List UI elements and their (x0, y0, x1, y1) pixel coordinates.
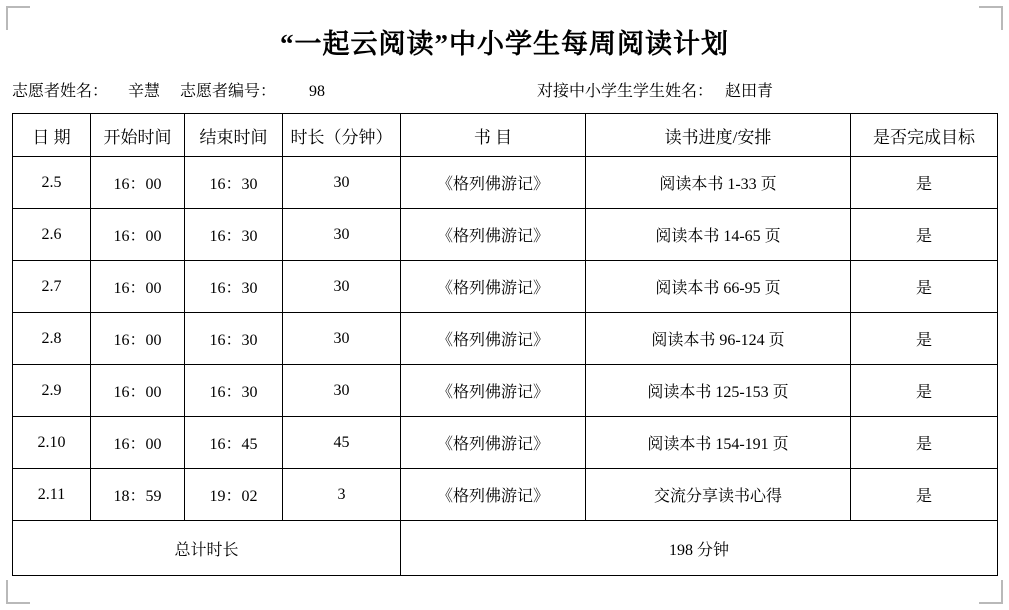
cell-date: 2.5 (13, 157, 91, 209)
cell-book: 《格列佛游记》 (401, 209, 586, 261)
cell-completed: 是 (851, 157, 998, 209)
cell-start: 16：00 (91, 365, 185, 417)
cell-start: 16：00 (91, 313, 185, 365)
cell-end: 16：45 (185, 417, 283, 469)
cell-progress: 交流分享读书心得 (586, 469, 851, 521)
cell-completed: 是 (851, 261, 998, 313)
table-row (13, 261, 998, 313)
cell-start: 16：00 (91, 157, 185, 209)
cell-book: 《格列佛游记》 (401, 365, 586, 417)
cell-book: 《格列佛游记》 (401, 469, 586, 521)
cell-end: 16：30 (185, 365, 283, 417)
cell-start: 16：00 (91, 209, 185, 261)
meta-row (12, 78, 997, 104)
header-start-time: 开始时间 (91, 114, 185, 157)
reading-plan-table (12, 113, 998, 576)
cell-start: 16：00 (91, 261, 185, 313)
cell-end: 16：30 (185, 313, 283, 365)
cell-progress: 阅读本书 96-124 页 (586, 313, 851, 365)
table-row (13, 469, 998, 521)
cell-start: 16：00 (91, 417, 185, 469)
volunteer-name-value: 辛慧 (128, 83, 161, 100)
meta-volunteer-group (12, 78, 358, 101)
cell-date: 2.7 (13, 261, 91, 313)
header-end-time: 结束时间 (185, 114, 283, 157)
page-title: “一起云阅读”中小学生每周阅读计划 (280, 29, 729, 59)
cell-progress: 阅读本书 1-33 页 (586, 157, 851, 209)
cell-progress: 阅读本书 14-65 页 (586, 209, 851, 261)
cell-progress: 阅读本书 154-191 页 (586, 417, 851, 469)
cell-date: 2.6 (13, 209, 91, 261)
total-duration-label: 总计时长 (13, 521, 401, 576)
cell-book: 《格列佛游记》 (401, 417, 586, 469)
cell-progress: 阅读本书 66-95 页 (586, 261, 851, 313)
cell-end: 16：30 (185, 157, 283, 209)
table-row (13, 313, 998, 365)
crop-mark-bottom-left (6, 580, 30, 604)
cell-date: 2.10 (13, 417, 91, 469)
header-book: 书 目 (401, 114, 586, 157)
student-name-label: 对接中小学生学生姓名： (537, 83, 714, 100)
cell-progress: 阅读本书 125-153 页 (586, 365, 851, 417)
cell-book: 《格列佛游记》 (401, 261, 586, 313)
cell-date: 2.8 (13, 313, 91, 365)
meta-student-group (537, 78, 785, 101)
student-name-value: 赵田青 (725, 83, 774, 100)
header-completed: 是否完成目标 (851, 114, 998, 157)
cell-book: 《格列佛游记》 (401, 157, 586, 209)
cell-duration: 30 (283, 365, 401, 417)
table-header-row (13, 114, 998, 157)
header-progress: 读书进度/安排 (586, 114, 851, 157)
cell-completed: 是 (851, 417, 998, 469)
cell-date: 2.9 (13, 365, 91, 417)
cell-completed: 是 (851, 209, 998, 261)
cell-book: 《格列佛游记》 (401, 313, 586, 365)
table-row (13, 209, 998, 261)
header-duration: 时长（分钟） (283, 114, 401, 157)
crop-mark-bottom-right (979, 580, 1003, 604)
volunteer-id-label: 志愿者编号： (180, 83, 277, 100)
volunteer-id-value: 98 (309, 83, 326, 100)
cell-start: 18：59 (91, 469, 185, 521)
cell-duration: 30 (283, 209, 401, 261)
cell-completed: 是 (851, 469, 998, 521)
cell-completed: 是 (851, 365, 998, 417)
cell-duration: 30 (283, 157, 401, 209)
cell-duration: 3 (283, 469, 401, 521)
cell-duration: 30 (283, 313, 401, 365)
table-footer-row (13, 521, 998, 576)
cell-end: 16：30 (185, 209, 283, 261)
table-row (13, 417, 998, 469)
table-row (13, 157, 998, 209)
total-duration-value: 198 分钟 (401, 521, 998, 576)
cell-duration: 45 (283, 417, 401, 469)
table-row (13, 365, 998, 417)
cell-completed: 是 (851, 313, 998, 365)
cell-end: 16：30 (185, 261, 283, 313)
cell-date: 2.11 (13, 469, 91, 521)
cell-duration: 30 (283, 261, 401, 313)
volunteer-name-label: 志愿者姓名： (12, 83, 109, 100)
cell-end: 19：02 (185, 469, 283, 521)
header-date: 日 期 (13, 114, 91, 157)
